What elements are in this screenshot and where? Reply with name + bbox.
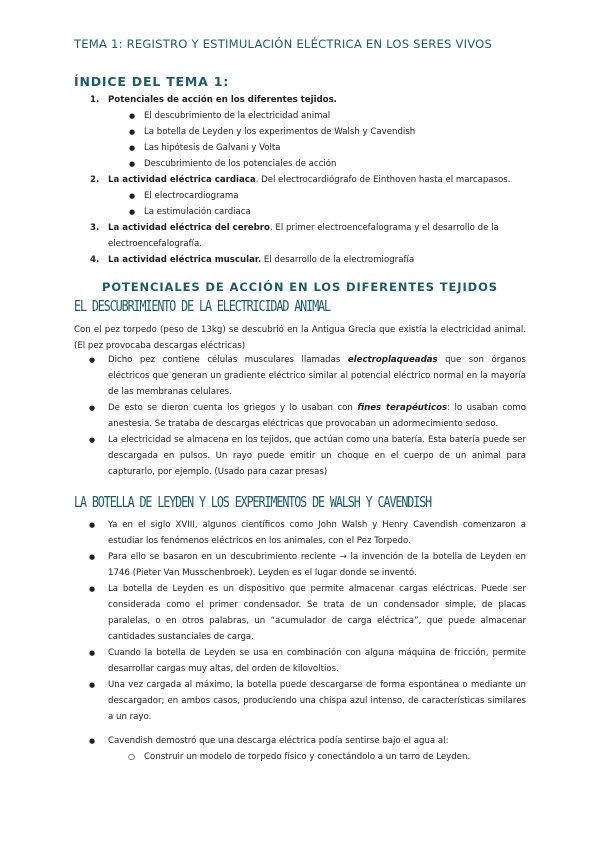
- emphasis-term: fines terapéuticos: [357, 403, 448, 413]
- index-item-title: La actividad eléctrica del cerebro: [108, 223, 270, 233]
- intro-paragraph: Con el pez torpedo (peso de 13kg) se descubrió en la Antigua Grecia que existía la electricidad animal. (El pez provocaba descargas eléctricas): [74, 325, 526, 351]
- bullet-icon: ●: [89, 436, 96, 444]
- subsection-heading-1: EL DESCUBRIMIENTO DE LA ELECTRICIDAD ANIMAL: [74, 297, 330, 315]
- index-subitem: [74, 204, 534, 220]
- subsection-heading-2: LA BOTELLA DE LEYDEN Y LOS EXPERIMENTOS DE WALSH Y CAVENDISH: [74, 493, 432, 511]
- bullet-icon: ●: [89, 356, 96, 364]
- index-item-3: [74, 220, 534, 252]
- index-number: 2.: [90, 175, 100, 185]
- index-item-rest: . Del electrocardiógrafo de Einthoven hasta el marcapasos.: [255, 175, 511, 185]
- bullet-icon: ●: [129, 128, 136, 136]
- bullet-icon: ●: [129, 144, 136, 152]
- index-item-rest: El desarrollo de la electromiografía: [261, 255, 415, 265]
- circle-bullet-icon: ○: [128, 752, 135, 761]
- index-subitem: [74, 188, 534, 204]
- bullet-list-2: [74, 517, 526, 725]
- index-subitem-label: La botella de Leyden y los experimentos de Walsh y Cavendish: [144, 127, 416, 137]
- emphasis-term: electroplaqueadas: [347, 355, 438, 365]
- index-item-2: [74, 172, 534, 188]
- list-item: ● Para ello se basaron en un descubrimiento reciente → la invención de la botella de Leyden en 1746 (Pieter Van Musschenbroek). Leyden es el lugar donde se inventó.: [74, 549, 526, 581]
- bullet-icon: ●: [89, 649, 96, 657]
- bullet-icon: ●: [89, 404, 96, 412]
- list-item: ● La electricidad se almacena en los tejidos, que actúan como una batería. Esta batería puede ser descargada en pulsos. Un rayo puede emitir un choque en el cuerpo de un animal para capturarlo, por ejemplo. (Usado para cazar presas): [74, 432, 526, 480]
- index-item-title: La actividad eléctrica muscular.: [108, 255, 262, 265]
- bullet-icon: ●: [89, 553, 96, 561]
- index-list: [74, 92, 534, 268]
- bullet-icon: ●: [89, 737, 96, 745]
- index-subitem: [74, 140, 534, 156]
- index-subitem: [74, 156, 534, 172]
- index-number: 4.: [90, 255, 100, 265]
- bullet-icon: ●: [129, 160, 136, 168]
- index-subitem-label: La estimulación cardiaca: [144, 207, 251, 217]
- list-item: ● Una vez cargada al máximo, la botella puede descargarse de forma espontánea o mediante un descargador; en ambos casos, produciendo una chispa azul intenso, de características similares a un rayo.: [74, 677, 526, 725]
- list-item: ● Cavendish demostró que una descarga eléctrica podía sentirse bajo el agua al:: [74, 733, 526, 749]
- list-subitem: ○ Construir un modelo de torpedo físico y conectándolo a un tarro de Leyden.: [74, 749, 526, 765]
- index-number: 3.: [90, 223, 100, 233]
- index-subitem-label: El electrocardiograma: [144, 191, 239, 201]
- list-item: ● Cuando la botella de Leyden se usa en combinación con alguna máquina de fricción, permite desarrollar cargas muy altas, del orden de kilovoltios.: [74, 645, 526, 677]
- page-header: TEMA 1: REGISTRO Y ESTIMULACIÓN ELÉCTRICA EN LOS SERES VIVOS: [74, 37, 493, 51]
- bullet-icon: ●: [129, 192, 136, 200]
- index-item-title: Potenciales de acción en los diferentes tejidos.: [108, 95, 337, 105]
- index-title: ÍNDICE DEL TEMA 1:: [74, 74, 230, 89]
- list-item: ● De esto se dieron cuenta los griegos y lo usaban con fines terapéuticos: lo usaban como anestesia. Se trataba de descargas eléctricas que provocaban un adormecimiento sedoso.: [74, 400, 526, 432]
- section-title: POTENCIALES DE ACCIÓN EN LOS DIFERENTES TEJIDOS: [102, 280, 498, 294]
- list-item: ● La botella de Leyden es un dispositivo que permite almacenar cargas eléctricas. Puede ser considerada como el primer condensador. Se trata de un condensador simple, de placas paralelas, o en otros palabras, un “acumulador de carga eléctrica”, que puede almacenar cantidades sustanciales de carga.: [74, 581, 526, 645]
- index-item-title: La actividad eléctrica cardiaca: [108, 175, 256, 185]
- bullet-icon: ●: [89, 521, 96, 529]
- index-subitem: [74, 108, 534, 124]
- index-item-rest: . El primer electroencefalograma y el desarrollo de la electroencefalografía.: [108, 223, 499, 249]
- list-item: ● Dicho pez contiene células musculares llamadas electroplaqueadas que son órganos eléctricos que generan un gradiente eléctrico similar al potencial eléctrico normal en la mayoría de las membranas celulares.: [74, 352, 526, 400]
- bullet-list-1: [74, 352, 526, 480]
- bullet-icon: ●: [89, 585, 96, 593]
- bullet-list-3: [74, 733, 526, 765]
- index-subitem: [74, 124, 534, 140]
- index-item-1: [74, 92, 534, 108]
- list-item: ● Ya en el siglo XVIII, algunos científicos como John Walsh y Henry Cavendish comenzaron a estudiar los fenómenos eléctricos en los animales, con el Pez Torpedo.: [74, 517, 526, 549]
- index-subitem-label: Las hipótesis de Galvani y Volta: [144, 143, 281, 153]
- bullet-icon: ●: [129, 112, 136, 120]
- index-subitem-label: Descubrimiento de los potenciales de acción: [144, 159, 337, 169]
- index-item-4: [74, 252, 534, 268]
- bullet-icon: ●: [129, 208, 136, 216]
- index-number: 1.: [90, 95, 100, 105]
- bullet-icon: ●: [89, 681, 96, 689]
- index-subitem-label: El descubrimiento de la electricidad animal: [144, 111, 331, 121]
